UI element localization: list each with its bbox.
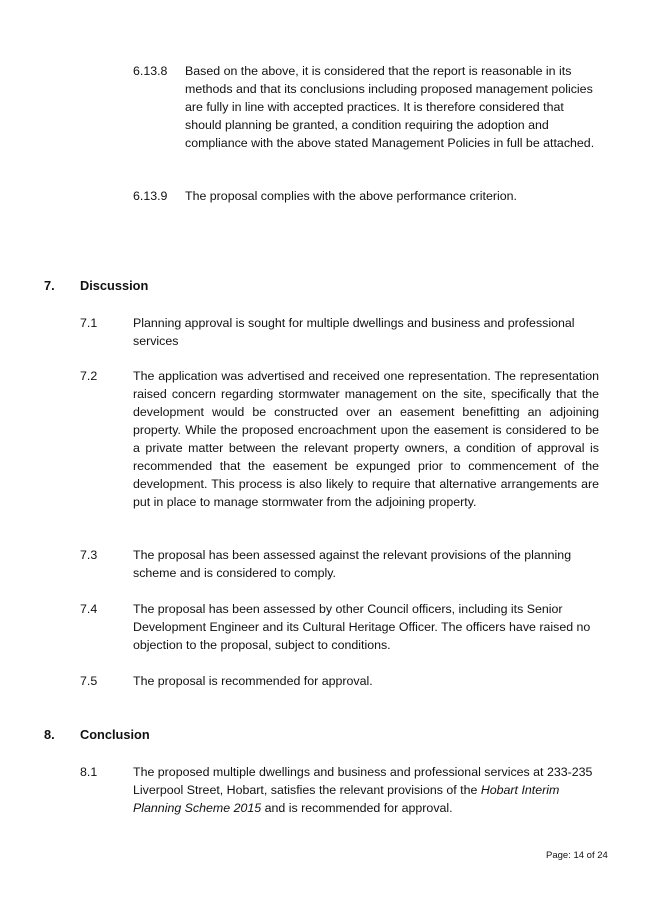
item-number-7-4: 7.4 (80, 602, 98, 616)
item-number-6-13-9: 6.13.9 (133, 189, 168, 203)
page-number: Page: 14 of 24 (546, 850, 608, 861)
section-title-conclusion: Conclusion (80, 727, 150, 742)
item-number-7-2: 7.2 (80, 369, 98, 383)
section-number-discussion: 7. (44, 278, 55, 293)
item-text-7-1: Planning approval is sought for multiple dwellings and business and professional services (133, 316, 575, 348)
section-number-conclusion: 8. (44, 727, 55, 742)
item-text-6-13-9: The proposal complies with the above performance criterion. (185, 189, 517, 203)
item-text-7-5: The proposal is recommended for approval. (133, 674, 373, 688)
item-number-8-1: 8.1 (80, 765, 98, 779)
item-text-7-4: The proposal has been assessed by other Council officers, including its Senior Development Engineer and its Cultural Heritage Officer. The officers have raised no objection to the proposal, subject to conditions. (133, 602, 591, 652)
planning-scheme-title: Hobart Interim Planning Scheme 2015 (133, 783, 560, 815)
item-text-7-3: The proposal has been assessed against the relevant provisions of the planning scheme and is considered to comply. (133, 548, 572, 580)
item-number-7-1: 7.1 (80, 316, 98, 330)
item-number-7-5: 7.5 (80, 674, 98, 688)
item-text-8-1-part-2: and is recommended for approval. (261, 801, 453, 815)
item-text-8-1 (133, 763, 599, 817)
item-number-7-3: 7.3 (80, 548, 98, 562)
item-number-6-13-8: 6.13.8 (133, 64, 168, 78)
section-title-discussion: Discussion (80, 278, 149, 293)
item-text-7-2: The application was advertised and received one representation. The representation raised concern regarding stormwater management on the site, specifically that the development would be constructed over an easement benefitting an adjoining property. While the proposed encroachment upon the easement is considered to be a private matter between the relevant property owners, a condition of approval is recommended that the easement be expunged prior to commencement of the development. This process is also likely to require that alternative arrangements are put in place to manage stormwater from the adjoining property. (133, 369, 599, 509)
item-text-6-13-8: Based on the above, it is considered that the report is reasonable in its methods and that its conclusions including proposed management policies are fully in line with accepted practices. It is therefore considered that should planning be granted, a condition requiring the adoption and compliance with the above stated Management Policies in full be attached. (185, 64, 595, 150)
item-text-8-1-part-1: The proposed multiple dwellings and business and professional services at 233-235 Liverpool Street, Hobart, satisfies the relevant provisions of the (133, 765, 593, 797)
